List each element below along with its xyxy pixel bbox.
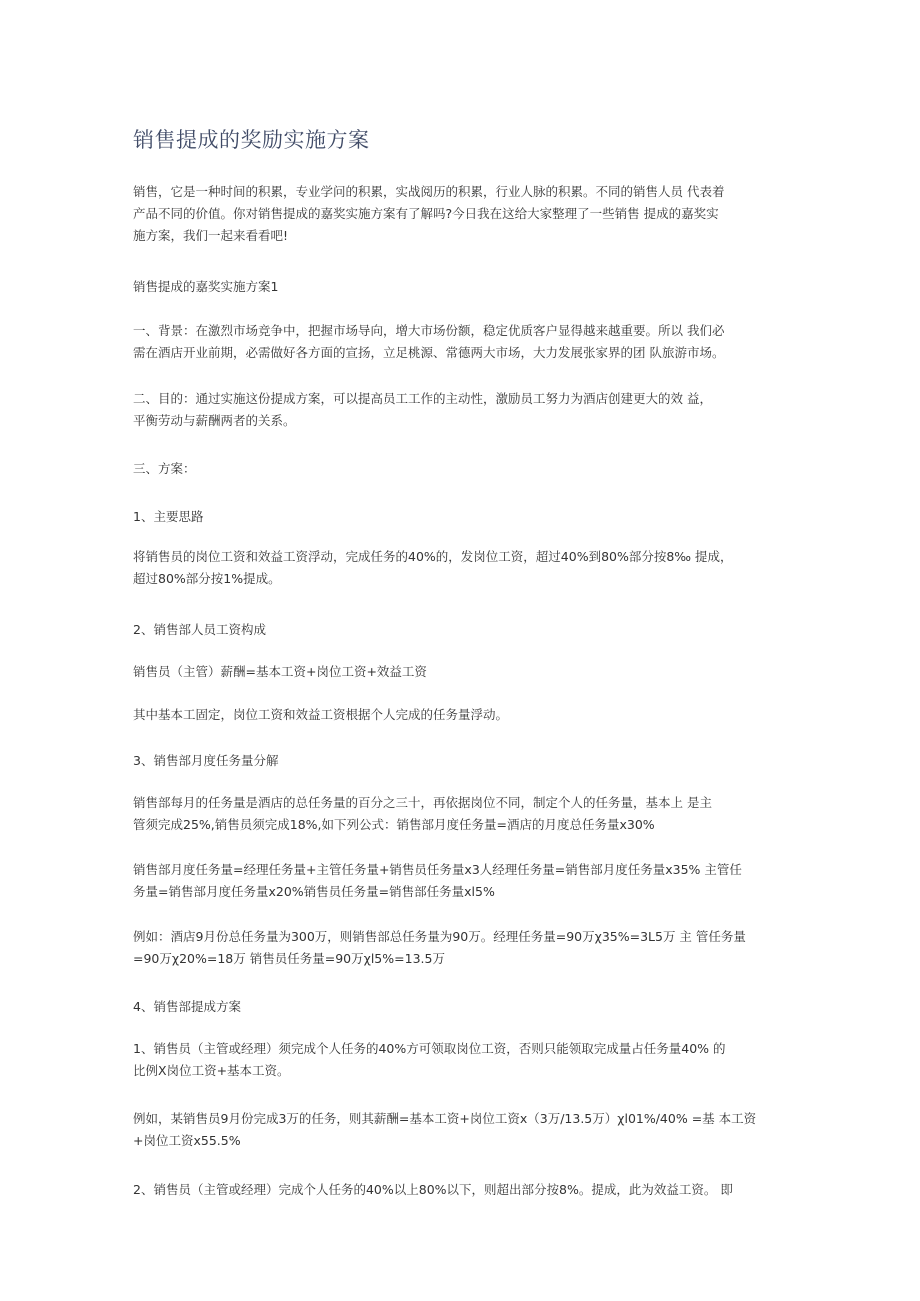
text-line: +岗位工资x55.5% <box>133 1133 241 1148</box>
paragraph-commission-rule-1 <box>133 1038 726 1082</box>
text-line: 一、背景：在激烈市场竞争中，把握市场导向，增大市场份额，稳定优质客户显得越来越重要。所以 我们必 <box>133 323 725 338</box>
text-line: 例如，某销售员9月份完成3万的任务，则其薪酬=基本工资+岗位工资x（3万/13.5万）χl01%∕40% =基 本工资 <box>133 1111 757 1126</box>
paragraph-task-example <box>133 926 746 970</box>
paragraph-task-breakdown <box>133 792 712 836</box>
paragraph-commission-rule-2 <box>133 1179 733 1201</box>
section-heading-main-idea <box>133 506 203 528</box>
paragraph-task-formula <box>133 859 742 903</box>
section-heading-salary-structure <box>133 619 266 641</box>
section-heading-plan-1 <box>133 276 278 298</box>
text-line: 二、目的：通过实施这份提成方案，可以提高员工工作的主动性，激励员工努力为酒店创建更大的效 益， <box>133 391 712 406</box>
text-line: 2、销售员（主管或经理）完成个人任务的40%以上80%以下，则超出部分按8%。提成，此为效益工资。 即 <box>133 1182 733 1197</box>
text-line: 施方案，我们一起来看看吧! <box>133 228 289 243</box>
text-line: 将销售员的岗位工资和效益工资浮动，完成任务的40%的，发岗位工资，超过40%到80%部分按8‰ 提成， <box>133 549 733 564</box>
text-line: 1、主要思路 <box>133 509 204 524</box>
text-line: 销售提成的嘉奖实施方案1 <box>133 279 279 294</box>
text-line: 务量=销售部月度任务量x20%销售员任务量=销售部任务量xl5% <box>133 884 495 899</box>
paragraph-main-idea <box>133 546 733 590</box>
document-title: 销售提成的奖励实施方案 <box>133 128 370 152</box>
text-line: =90万χ20%=18万 销售员任务量=90万χl5%=13.5万 <box>133 951 445 966</box>
text-line: 超过80%部分按1%提成。 <box>133 571 281 586</box>
text-line: 1、销售员（主管或经理）须完成个人任务的40%方可领取岗位工资，否则只能领取完成量占任务量40% 的 <box>133 1041 726 1056</box>
text-line: 比例X岗位工资+基本工资。 <box>133 1063 290 1078</box>
paragraph-purpose <box>133 388 712 432</box>
text-line: 其中基本工固定，岗位工资和效益工资根据个人完成的任务量浮动。 <box>133 707 509 722</box>
text-line: 3、销售部月度任务量分解 <box>133 753 279 768</box>
section-heading-plan <box>133 458 196 480</box>
text-line: 例如：酒店9月份总任务量为300万，则销售部总任务量为90万。经理任务量=90万χ35%=3L5万 主 管任务量 <box>133 929 746 944</box>
text-line: 管须完成25%,销售员须完成18%,如下列公式：销售部月度任务量=酒店的月度总任务量x30% <box>133 817 655 832</box>
text-line: 三、方案： <box>133 461 196 476</box>
paragraph-salary-formula <box>133 661 427 683</box>
text-line: 4、销售部提成方案 <box>133 999 241 1014</box>
section-heading-task-breakdown <box>133 750 278 772</box>
text-line: 2、销售部人员工资构成 <box>133 622 266 637</box>
text-line: 平衡劳动与薪酬两者的关系。 <box>133 413 296 428</box>
text-line: 需在酒店开业前期，必需做好各方面的宣扬，立足桃源、常德两大市场，大力发展张家界的团 队旅游市场。 <box>133 345 725 360</box>
text-line: 销售部月度任务量=经理任务量+主管任务量+销售员任务量x3人经理任务量=销售部月度任务量x35% 主管任 <box>133 862 742 877</box>
paragraph-commission-example <box>133 1108 756 1152</box>
section-heading-commission-plan <box>133 996 241 1018</box>
paragraph-salary-note <box>133 704 508 726</box>
text-line: 销售部每月的任务量是酒店的总任务量的百分之三十，再依据岗位不同，制定个人的任务量，基本上 是主 <box>133 795 712 810</box>
text-line: 产品不同的价值。你对销售提成的嘉奖实施方案有了解吗?今日我在这给大家整理了一些销售 提成的嘉奖实 <box>133 206 719 221</box>
paragraph-background <box>133 320 724 364</box>
text-line: 销售员（主管）薪酬=基本工资+岗位工资+效益工资 <box>133 664 427 679</box>
paragraph-intro <box>133 181 724 247</box>
text-line: 销售，它是一种时间的积累，专业学问的积累，实战阅历的积累，行业人脉的积累。不同的销售人员 代表着 <box>133 184 725 199</box>
